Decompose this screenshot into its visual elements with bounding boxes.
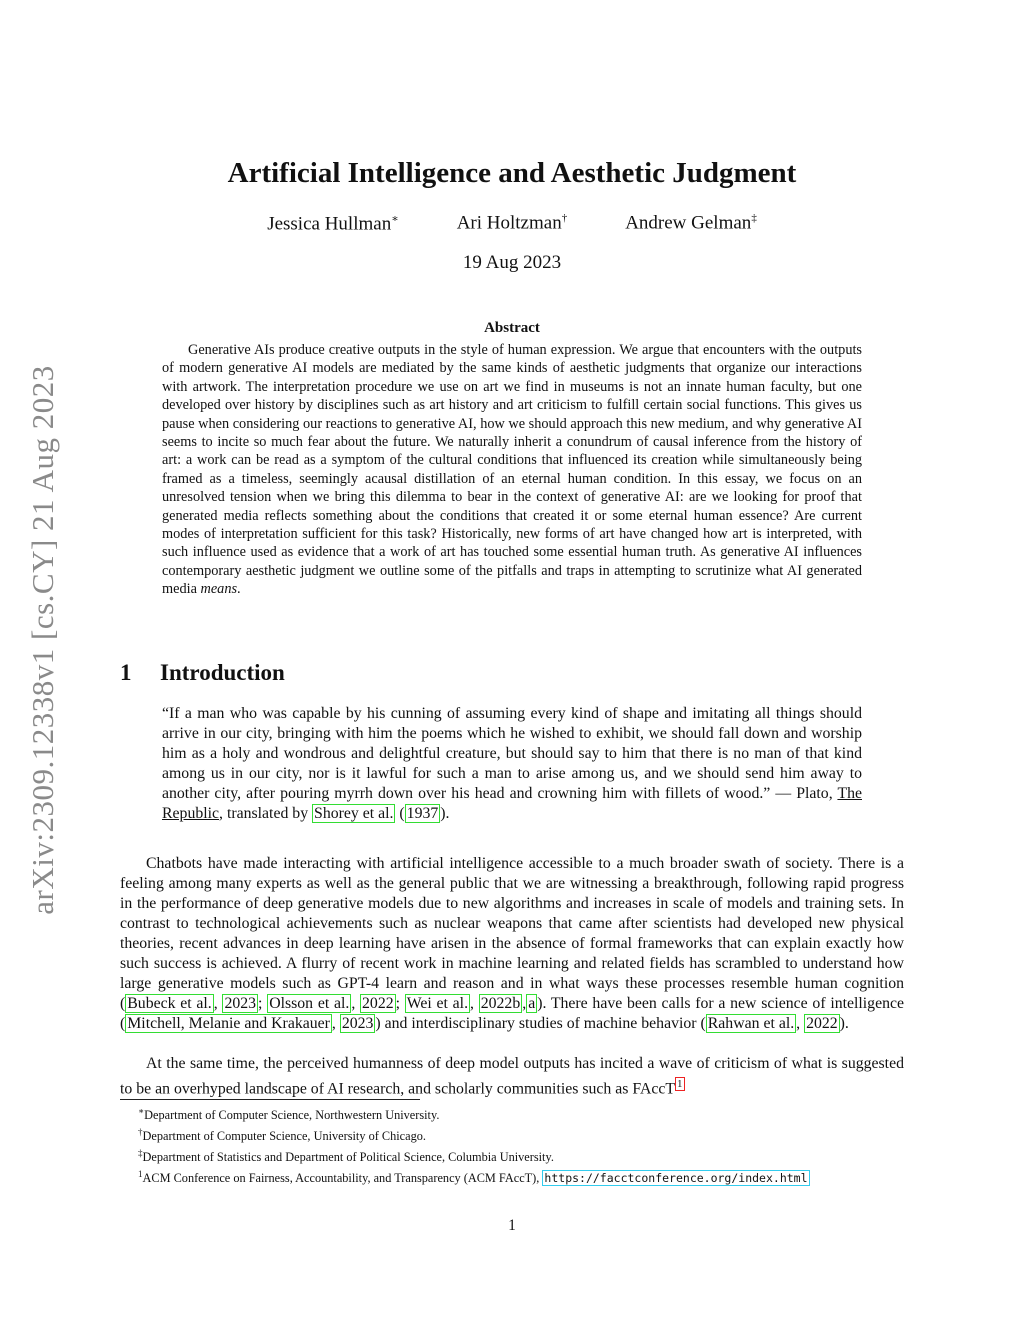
footnote: †Department of Computer Science, University of Chicago. — [138, 1126, 426, 1143]
body-paragraph: Chatbots have made interacting with artificial intelligence accessible to a much broader swath of society. There is a feeling among many experts as well as the general public that we are witnessing a breakthrough, following rapid progress in the performance of deep generative models due to new algorithms and increases in scale of models and training sets. In contrast to technological achievements such as nuclear weapons that came after scientists had developed new physical theories, recent advances in deep learning have arisen in the absence of formal frameworks that can explain exactly how such success is achieved. A flurry of recent work in machine learning and related fields has scrambled to understand how large generative models such as GPT-4 learn and reason and in what ways these processes resemble human cognition ( Bubeck et al. , 2023 ; Olsson et al. , 2022 ; Wei et al. , 2022b , a ). There have been calls for a new science of intelligence ( Mitchell, Melanie and Krakauer , 2023 ) and interdisciplinary studies of machine behavior ( Rahwan et al. , 2022 ). — [120, 855, 905, 1032]
author: Jessica Hullman∗ — [267, 213, 399, 235]
abstract-text: Generative AIs produce creative outputs in the style of human expression. We argue that encounters with the outputs of modern generative AI models are mediated by the same kinds of aesthetic judgments that organize our interactions with artwork. The interpretation procedure we use on art we find in museums is not an innate human faculty, but one developed over history by disciplines such as art history and art criticism to fulfill certain social functions. This gives us pause when considering our reactions to generative AI, how we should approach this new medium, and why generative AI seems to incite so much fear about the future. We naturally inherit a conundrum of causal inference from the history of art: a work can be read as a symptom of the cultural conditions that influenced its creation while simultaneously being framed as a timeless, seemingly acausal distillation of an eternal human condition. In this essay, we focus on an unresolved tension when we bring this dilemma to bear in the context of generative AI: are we looking for proof that generated media reflects something about the conditions that created it or some eternal human essence? Are current modes of interpretation sufficient for this task? Historically, new forms of art have changed how art is interpreted, with such influence used as evidence that a work of art has touched some essential human truth. As generative AI influences contemporary aesthetic judgment we outline some of the pitfalls and traps in attempting to scrutinize what AI generated media means. — [162, 342, 862, 598]
epigraph-quote: “If a man who was capable by his cunning of assuming every kind of shape and imitating all things should arrive in our city, bringing with him the poems which he wished to exhibit, we should fall down and worship him as a holy and wondrous and delightful creature, but should say to him that there is no man of that kind among us in our city, nor is it lawful for such a man to arise among us, and we should send him away to another city, after pouring myrrh down over his head and crowning him with fillets of wood.” — Plato, The Republic, translated by Shorey et al. ( 1937 ). — [162, 705, 862, 822]
url-link[interactable]: https://facctconference.org/index.html — [544, 1170, 808, 1185]
paper-title: Artificial Intelligence and Aesthetic Judgment — [227, 157, 797, 189]
arxiv-identifier-stamp: arXiv:2309.12338v1 [cs.CY] 21 Aug 2023 — [25, 365, 60, 915]
citation-link[interactable]: a — [528, 995, 536, 1012]
footnote-ref-link[interactable]: 1 — [677, 1078, 683, 1090]
citation-link[interactable]: 2023 — [341, 1015, 374, 1032]
section-heading: 1 Introduction — [120, 660, 285, 685]
footnote: ‡Department of Statistics and Department of Political Science, Columbia University. — [138, 1147, 554, 1164]
citation-link[interactable]: 1937 — [406, 805, 439, 822]
footnote-divider — [120, 1099, 420, 1100]
citation-link[interactable]: 2022b — [480, 995, 521, 1012]
footnotes — [120, 1103, 904, 1187]
footnote: ∗Department of Computer Science, Northwestern University. — [138, 1106, 440, 1123]
citation-link[interactable]: Olsson et al. — [269, 995, 350, 1012]
citation-link[interactable]: 2022 — [806, 1015, 838, 1032]
citation-link[interactable]: Rahwan et al. — [707, 1015, 795, 1032]
author: Ari Holtzman† — [456, 212, 568, 234]
author-list — [120, 212, 904, 235]
citation-link[interactable]: 2023 — [224, 995, 257, 1012]
link-the-republic[interactable]: The Republic — [162, 785, 862, 822]
abstract-heading: Abstract — [484, 320, 540, 336]
citation-link[interactable]: 2022 — [362, 995, 394, 1012]
citation-link[interactable]: Bubeck et al. — [127, 995, 212, 1012]
body-paragraph: At the same time, the perceived humanness of deep model outputs has incited a wave of criticism of what is suggested to be an overhyped landscape of AI research, and scholarly communities such as FAccT $^1$ — [120, 1055, 904, 1098]
author: Andrew Gelman‡ — [625, 212, 757, 234]
citation-link[interactable]: Shorey et al. — [314, 805, 394, 822]
footnote: $^1$ACM Conference on Fairness, Accountability, and Transparency (ACM FAccT), https://facctconference.org/index.html — [138, 1168, 808, 1185]
publication-date: 19 Aug 2023 — [462, 252, 562, 273]
citation-link[interactable]: Mitchell, Melanie and Krakauer — [127, 1015, 330, 1032]
citation-link[interactable]: Wei et al. — [406, 995, 469, 1012]
page-number: 1 — [508, 1217, 516, 1234]
